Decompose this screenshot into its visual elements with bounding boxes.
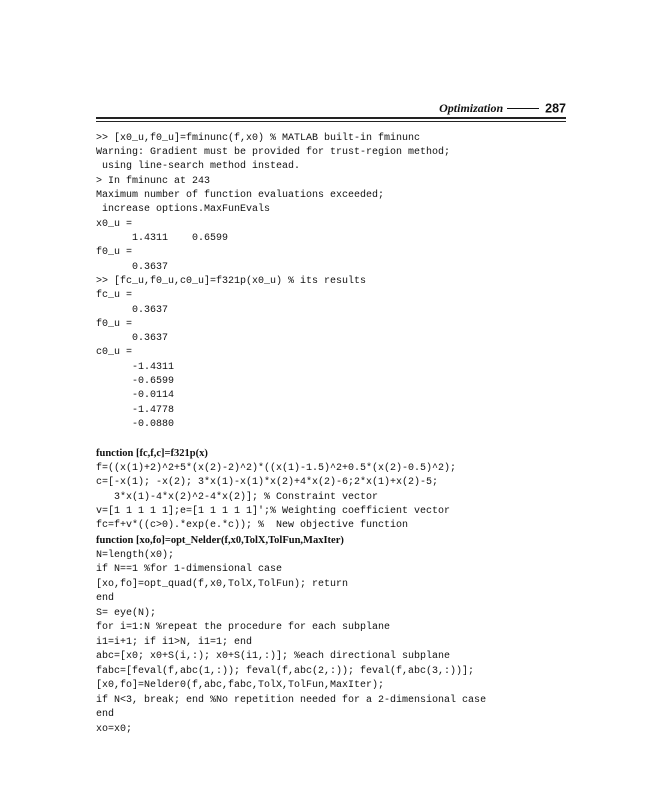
running-header — [96, 99, 566, 117]
section-title: Optimization — [439, 100, 504, 115]
code-line: 3*x(1)-4*x(2)^2-4*x(2)]; % Constraint vector — [96, 492, 379, 503]
code-line: N=length(x0); — [96, 550, 175, 561]
page-number: 287 — [545, 101, 566, 116]
code-line: >> [x0_u,f0_u]=fminunc(f,x0) % MATLAB built-in fminunc — [96, 133, 421, 144]
code-line: -0.6599 — [96, 376, 175, 387]
header-rule-thick — [96, 117, 566, 119]
code-line: x0_u = — [96, 219, 133, 230]
function-heading: function [xo,fo]=opt_Nelder(f,x0,TolX,TolFun,MaxIter) — [96, 535, 344, 546]
code-line: fabc=[feval(f,abc(1,:)); feval(f,abc(2,:)); feval(f,abc(3,:))]; — [96, 666, 475, 677]
header-rule-thin — [96, 121, 566, 122]
code-line: end — [96, 593, 115, 604]
code-line: fc=f+v*((c>0).*exp(e.*c)); % New objective function — [96, 520, 409, 531]
code-line: 0.3637 — [96, 262, 169, 273]
code-line: fc_u = — [96, 290, 133, 301]
code-line: Maximum number of function evaluations exceeded; — [96, 190, 385, 201]
header-dash — [507, 108, 539, 109]
code-line: c0_u = — [96, 347, 133, 358]
code-line: f=((x(1)+2)^2+5*(x(2)-2)^2)*((x(1)-1.5)^2+0.5*(x(2)-0.5)^2); — [96, 463, 457, 474]
code-line: [x0,fo]=Nelder0(f,abc,fabc,TolX,TolFun,MaxIter); — [96, 680, 385, 691]
code-line: using line-search method instead. — [96, 161, 301, 172]
code-line: [xo,fo]=opt_quad(f,x0,TolX,TolFun); return — [96, 579, 349, 590]
code-line: > In fminunc at 243 — [96, 176, 211, 187]
code-line: S= eye(N); — [96, 608, 157, 619]
code-line: -0.0114 — [96, 390, 175, 401]
code-line: v=[1 1 1 1 1];e=[1 1 1 1 1]';% Weighting coefficient vector — [96, 506, 451, 517]
code-line: c=[-x(1); -x(2); 3*x(1)-x(1)*x(2)+4*x(2)-6;2*x(1)+x(2)-5; — [96, 477, 439, 488]
code-line: if N==1 %for 1-dimensional case — [96, 564, 283, 575]
code-line: 1.4311 0.6599 — [96, 233, 229, 244]
code-line: 0.3637 — [96, 305, 169, 316]
code-line: if N<3, break; end %No repetition needed for a 2-dimensional case — [96, 695, 487, 706]
code-line: abc=[x0; x0+S(i,:); x0+S(i1,:)]; %each directional subplane — [96, 651, 451, 662]
function-heading: function [fc,f,c]=f321p(x) — [96, 448, 208, 459]
code-line: end — [96, 709, 115, 720]
code-line: for i=1:N %repeat the procedure for each subplane — [96, 622, 391, 633]
code-line: -1.4311 — [96, 362, 175, 373]
code-line: xo=x0; — [96, 724, 133, 735]
code-line: f0_u = — [96, 319, 133, 330]
code-line: >> [fc_u,f0_u,c0_u]=f321p(x0_u) % its results — [96, 276, 367, 287]
code-line: Warning: Gradient must be provided for trust-region method; — [96, 147, 451, 158]
code-line: -1.4778 — [96, 405, 175, 416]
code-line: -0.0880 — [96, 419, 175, 430]
code-line: i1=i+1; if i1>N, i1=1; end — [96, 637, 253, 648]
code-line: 0.3637 — [96, 333, 169, 344]
code-line: f0_u = — [96, 247, 133, 258]
code-line: increase options.MaxFunEvals — [96, 204, 271, 215]
